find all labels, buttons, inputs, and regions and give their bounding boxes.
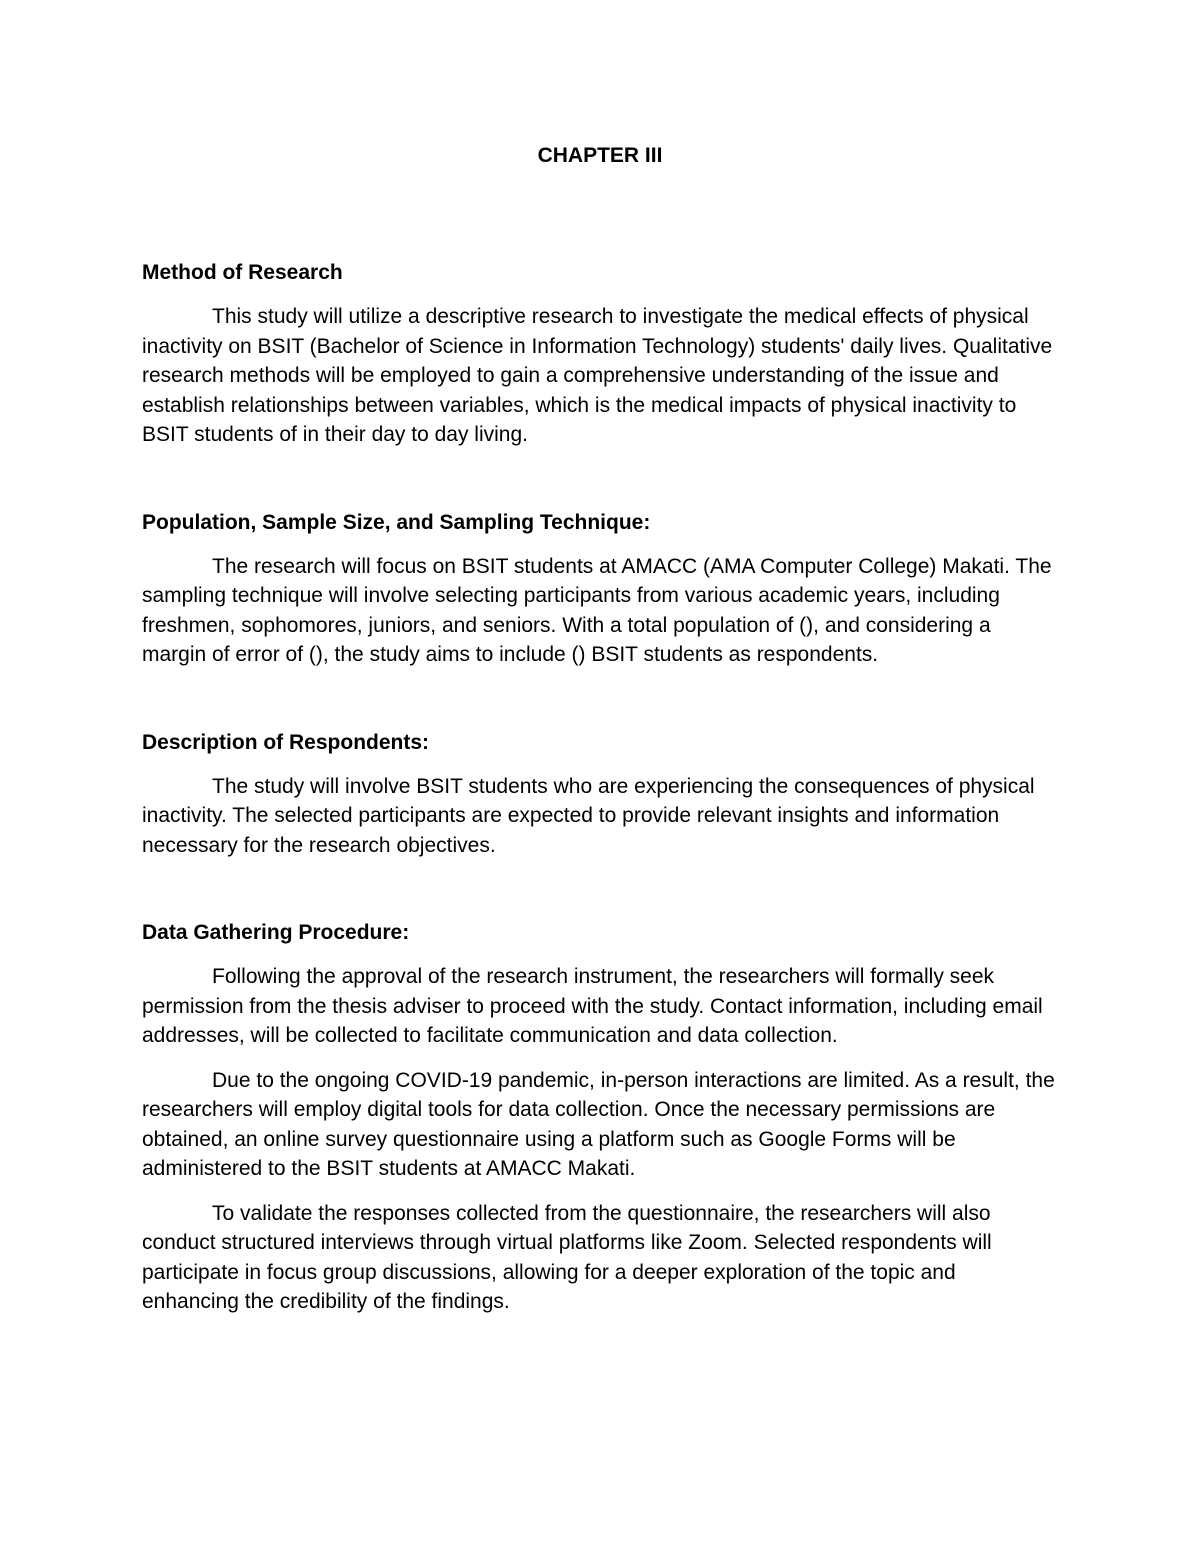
section-paragraph: Due to the ongoing COVID-19 pandemic, in-person interactions are limited. As a result, the researchers will employ digital tools for data collection. Once the necessary permissions are obtained, an online survey questionnaire using a platform such as Google Forms will be administered to the BSIT students at AMACC Makati. — [142, 1068, 1055, 1180]
section-paragraph: Following the approval of the research instrument, the researchers will formally seek permission from the thesis adviser to proceed with the study. Contact information, including email addresses, will be collected to facilitate communication and data collection. — [142, 965, 1043, 1047]
document-content — [142, 138, 1058, 1375]
section-heading: Data Gathering Procedure: — [142, 921, 410, 944]
section-description-of-respondents — [142, 728, 1058, 861]
section-paragraph: This study will utilize a descriptive research to investigate the medical effects of physical inactivity on BSIT (Bachelor of Science in Information Technology) students' daily lives. Qualitative research methods will be employed to gain a comprehensive understanding of the issue and establish relationships between variables, which is the medical impacts of physical inactivity to BSIT students of in their day to day living. — [142, 305, 1053, 446]
section-heading: Description of Respondents: — [142, 730, 430, 754]
section-paragraph: The research will focus on BSIT students at AMACC (AMA Computer College) Makati. The sampling technique will involve selecting participants from various academic years, including freshmen, sophomores, juniors, and seniors. With a total population of (), and considering a margin of error of (), the study aims to include () BSIT students as respondents. — [142, 554, 1052, 666]
section-heading: Method of Research — [142, 261, 343, 284]
chapter-title: CHAPTER III — [537, 144, 663, 167]
section-heading: Population, Sample Size, and Sampling Technique: — [142, 510, 651, 534]
section-paragraph: To validate the responses collected from the questionnaire, the researchers will also conduct structured interviews through virtual platforms like Zoom. Selected respondents will participate in focus group discussions, allowing for a deeper exploration of the topic and enhancing the credibility of the findings. — [142, 1201, 992, 1313]
section-population-sampling — [142, 508, 1058, 670]
section-method-of-research — [142, 258, 1058, 450]
section-data-gathering-procedure — [142, 918, 1058, 1317]
section-paragraph: The study will involve BSIT students who are experiencing the consequences of physical inactivity. The selected participants are expected to provide relevant insights and information necessary for the research objectives. — [142, 774, 1035, 857]
